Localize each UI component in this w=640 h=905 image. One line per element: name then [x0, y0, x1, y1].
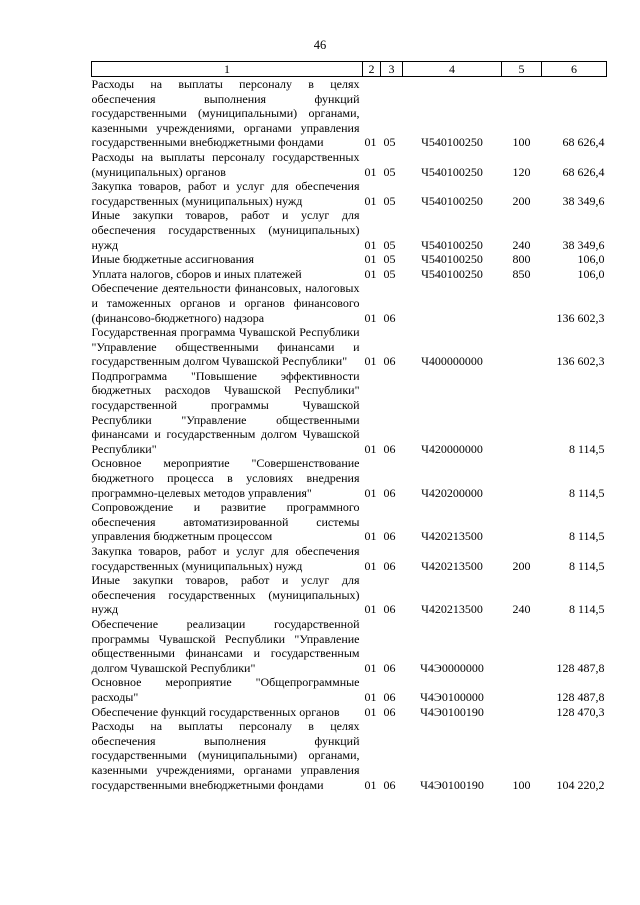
row-target-article: Ч420213500 — [421, 529, 483, 544]
table-row — [92, 369, 607, 457]
table-row — [92, 208, 607, 252]
row-amount: 106,0 — [577, 266, 605, 281]
row-expense-type: 200 — [512, 558, 531, 573]
row-section: 01 — [364, 354, 377, 369]
row-name: Закупка товаров, работ и услуг для обеспечения государственных (муниципальных) нужд — [91, 179, 360, 208]
row-target-article: Ч420200000 — [421, 485, 483, 500]
row-amount: 38 349,6 — [562, 237, 605, 252]
table-row — [92, 325, 607, 369]
row-name: Иные закупки товаров, работ и услуг для обеспечения государственных (муниципальных) нужд — [91, 208, 360, 252]
table-row — [92, 150, 607, 179]
row-amount: 8 114,5 — [568, 602, 605, 617]
row-name: Закупка товаров, работ и услуг для обеспечения государственных (муниципальных) нужд — [91, 544, 360, 573]
row-section: 01 — [364, 777, 377, 792]
row-amount: 68 626,4 — [562, 135, 605, 150]
row-section: 01 — [364, 529, 377, 544]
row-subsection: 05 — [383, 135, 396, 150]
row-expense-type: 800 — [512, 252, 531, 267]
row-target-article: Ч540100250 — [421, 135, 483, 150]
row-target-article: Ч420213500 — [421, 602, 483, 617]
row-subsection: 06 — [383, 660, 396, 675]
row-expense-type — [502, 675, 542, 704]
table-row — [92, 267, 607, 282]
row-expense-type — [502, 617, 542, 675]
row-amount: 136 602,3 — [556, 310, 605, 325]
row-expense-type: 100 — [512, 777, 531, 792]
row-subsection: 05 — [383, 193, 396, 208]
row-amount: 128 487,8 — [556, 660, 605, 675]
table-row — [92, 617, 607, 675]
table-body — [92, 77, 607, 793]
row-target-article: Ч4Э0100000 — [420, 689, 484, 704]
row-section: 01 — [364, 164, 377, 179]
row-name: Обеспечение функций государственных органов — [91, 704, 340, 719]
row-section: 01 — [364, 558, 377, 573]
row-name: Основное мероприятие "Совершенствование бюджетного процесса в условиях внедрения программно-целевых методов управления" — [91, 456, 360, 500]
row-section: 01 — [364, 135, 377, 150]
row-subsection: 06 — [383, 441, 396, 456]
row-amount: 104 220,2 — [556, 777, 605, 792]
row-section: 01 — [364, 310, 377, 325]
row-subsection: 06 — [383, 777, 396, 792]
row-section: 01 — [364, 689, 377, 704]
table-row — [92, 573, 607, 617]
row-name: Уплата налогов, сборов и иных платежей — [91, 266, 302, 281]
row-name: Обеспечение реализации государственной программы Чувашской Республики "Управление общественными финансами и государственным долгом Чувашской Республики" — [91, 616, 360, 675]
row-target-article: Ч4Э0100190 — [420, 777, 484, 792]
row-amount: 8 114,5 — [568, 441, 605, 456]
row-name: Основное мероприятие "Общепрограммные расходы" — [91, 675, 360, 704]
table-row — [92, 719, 607, 792]
row-target-article: Ч540100250 — [421, 266, 483, 281]
row-name: Иные бюджетные ассигнования — [91, 252, 254, 267]
row-expense-type: 200 — [512, 193, 531, 208]
column-header-subsection: 3 — [381, 62, 403, 77]
row-subsection: 06 — [383, 529, 396, 544]
row-expense-type: 240 — [512, 602, 531, 617]
row-expense-type: 240 — [512, 237, 531, 252]
row-section: 01 — [364, 252, 377, 267]
column-header-target-article: 4 — [403, 62, 502, 77]
row-subsection: 05 — [383, 266, 396, 281]
row-subsection: 06 — [383, 602, 396, 617]
table-row — [92, 675, 607, 704]
row-name: Обеспечение деятельности финансовых, налоговых и таможенных органов и органов финансового (финансово-бюджетного) надзора — [91, 281, 360, 325]
table-row — [92, 179, 607, 208]
row-subsection: 06 — [383, 704, 396, 719]
row-name: Государственная программа Чувашской Республики "Управление общественными финансами и государственным долгом Чувашской Республики" — [91, 325, 360, 369]
row-target-article: Ч540100250 — [421, 252, 483, 267]
column-header-section: 2 — [363, 62, 381, 77]
table-row — [92, 77, 607, 150]
row-section: 01 — [364, 441, 377, 456]
row-subsection: 06 — [383, 558, 396, 573]
row-subsection: 06 — [383, 310, 396, 325]
row-amount: 8 114,5 — [568, 558, 605, 573]
row-subsection: 05 — [383, 164, 396, 179]
column-header-amount: 6 — [542, 62, 607, 77]
row-subsection: 06 — [383, 485, 396, 500]
row-amount: 128 470,3 — [556, 704, 605, 719]
row-name: Расходы на выплаты персоналу государственных (муниципальных) органов — [91, 149, 360, 179]
table-header-row — [92, 62, 607, 77]
row-target-article: Ч420213500 — [421, 558, 483, 573]
table-row — [92, 456, 607, 500]
row-subsection: 05 — [383, 252, 396, 267]
row-expense-type: 120 — [512, 164, 531, 179]
row-name: Сопровождение и развитие программного обеспечения автоматизированной системы управления бюджетным процессом — [91, 500, 360, 544]
budget-table — [91, 61, 607, 792]
row-target-article: Ч540100250 — [421, 193, 483, 208]
row-section: 01 — [364, 704, 377, 719]
row-amount: 38 349,6 — [562, 193, 605, 208]
row-target-article: Ч4Э0100190 — [420, 704, 484, 719]
row-expense-type — [502, 369, 542, 457]
row-target-article — [403, 281, 502, 325]
row-name: Подпрограмма "Повышение эффективности бюджетных расходов Чувашской Республики" государственной программы Чувашской Республики "Управление общественными финансами и государственным долгом Чувашской Республики" — [91, 368, 360, 456]
row-target-article: Ч400000000 — [421, 354, 483, 369]
row-amount: 8 114,5 — [568, 485, 605, 500]
row-section: 01 — [364, 237, 377, 252]
row-section: 01 — [364, 485, 377, 500]
row-name: Расходы на выплаты персоналу в целях обеспечения выполнения функций государственными (муниципальными) органами, казенными учреждениями, органами управления государственными внебюджетными фондами — [91, 719, 360, 792]
row-target-article: Ч540100250 — [421, 237, 483, 252]
table-row — [92, 544, 607, 573]
table-row — [92, 500, 607, 544]
row-subsection: 06 — [383, 354, 396, 369]
row-amount: 136 602,3 — [556, 354, 605, 369]
row-expense-type — [502, 281, 542, 325]
row-section: 01 — [364, 193, 377, 208]
row-section: 01 — [364, 602, 377, 617]
row-target-article: Ч420000000 — [421, 441, 483, 456]
row-target-article: Ч540100250 — [421, 164, 483, 179]
row-expense-type — [502, 325, 542, 369]
row-amount: 106,0 — [577, 252, 605, 267]
column-header-expense-type: 5 — [502, 62, 542, 77]
row-expense-type — [502, 705, 542, 720]
row-expense-type — [502, 456, 542, 500]
row-section: 01 — [364, 660, 377, 675]
table-row — [92, 281, 607, 325]
row-name: Расходы на выплаты персоналу в целях обеспечения выполнения функций государственными (муниципальными) органами, казенными учреждениями, органами управления государственными внебюджетными фондами — [91, 77, 360, 150]
table-row — [92, 252, 607, 267]
column-header-name: 1 — [92, 62, 363, 77]
row-amount: 128 487,8 — [556, 689, 605, 704]
row-target-article: Ч4Э0000000 — [420, 660, 484, 675]
row-expense-type: 100 — [512, 135, 531, 150]
row-amount: 68 626,4 — [562, 164, 605, 179]
page-number: 46 — [313, 38, 327, 52]
row-name: Иные закупки товаров, работ и услуг для обеспечения государственных (муниципальных) нужд — [91, 573, 360, 617]
row-subsection: 05 — [383, 237, 396, 252]
row-subsection: 06 — [383, 689, 396, 704]
table-row — [92, 705, 607, 720]
row-expense-type: 850 — [512, 266, 531, 281]
row-expense-type — [502, 500, 542, 544]
row-section: 01 — [364, 266, 377, 281]
row-amount: 8 114,5 — [568, 529, 605, 544]
